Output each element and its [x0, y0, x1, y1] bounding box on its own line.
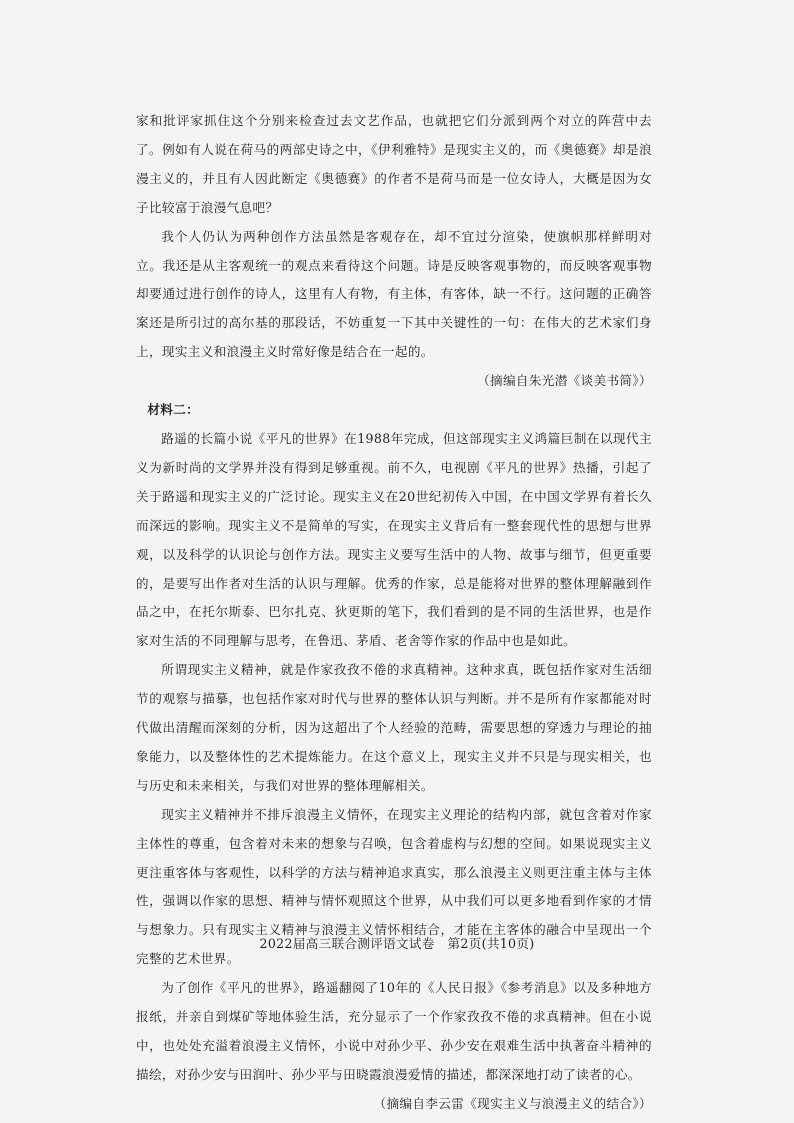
source-citation-2: （摘编自李云雷《现实主义与浪漫主义的结合》）	[373, 1095, 652, 1111]
page-footer: 2022届高三联合测评语文试卷 第2页(共10页)	[259, 936, 535, 951]
material-2-heading: 材料二：	[147, 402, 200, 418]
paragraph-material2-2: 所谓现实主义精神，就是作家孜孜不倦的求真精神。这种求真，既包括作家对生活细节的观察与描摹，也包括作家对时代与世界的整体认识与判断。并不是所有作家都能对时代做出清醒而深刻的分析，因为这超出了个人经验的范畴，需要思想的穿透力与理论的抽象能力，以及整体性的艺术提炼能力。在这个意义上，现实主义并不只是与现实相关，也与历史和未来相关，与我们对世界的整体理解相关。	[136, 662, 652, 793]
source-citation-1: （摘编自朱光潜《谈美书简》）	[477, 373, 652, 389]
paragraph-opinion: 我个人仍认为两种创作方法虽然是客观存在，却不宜过分渲染，使旗帜那样鲜明对立。我还是从主客观统一的观点来看待这个问题。诗是反映客观事物的，而反映客观事物却要通过进行创作的诗人，这里有人有物，有主体，有客体，缺一不行。这问题的正确答案还是所引过的高尔基的那段话，不妨重复一下其中关键性的一句：在伟大的艺术家们身上，现实主义和浪漫主义时常好像是结合在一起的。	[136, 228, 652, 360]
paragraph-continuation: 家和批评家抓住这个分别来检查过去文艺作品，也就把它们分派到两个对立的阵营中去了。例如有人说在荷马的两部史诗之中，《伊利雅特》是现实主义的，而《奥德赛》却是浪漫主义的，并且有人因此断定《奥德赛》的作者不是荷马而是一位女诗人，大概是因为女子比较富于浪漫气息吧？	[136, 113, 652, 215]
paragraph-material2-1: 路遥的长篇小说《平凡的世界》在1988年完成，但这部现实主义鸿篇巨制在以现代主义为新时尚的文学界并没有得到足够重视。前不久，电视剧《平凡的世界》热播，引起了关于路遥和现实主义的广泛讨论。现实主义在20世纪初传入中国，在中国文学界有着长久而深远的影响。现实主义不是简单的写实，在现实主义背后有一整套现代性的思想与世界观，以及科学的认识论与创作方法。现实主义要写生活中的人物、故事与细节，但更重要的，是要写出作者对生活的认识与理解。优秀的作家，总是能将对世界的整体理解融到作品之中，在托尔斯泰、巴尔扎克、狄更斯的笔下，我们看到的是不同的生活世界，也是作家对生活的不同理解与思考，在鲁迅、茅盾、老舍等作家的作品中也是如此。	[136, 430, 652, 649]
paragraph-material2-3: 现实主义精神并不排斥浪漫主义情怀，在现实主义理论的结构内部，就包含着对作家主体性的尊重，包含着对未来的想象与召唤，包含着虚构与幻想的空间。如果说现实主义更注重客体与客观性，以科学的方法与精神追求真实，那么浪漫主义则更注重主体与主体性，强调以作家的思想、精神与情怀观照这个世界，从中我们可以更多地看到作家的才情与想象力。只有现实主义精神与浪漫主义情怀相结合，才能在主客体的融合中呈现出一个完整的艺术世界。	[136, 806, 652, 967]
article-body	[136, 107, 652, 1119]
paragraph-material2-4: 为了创作《平凡的世界》，路遥翻阅了10年的《人民日报》《参考消息》以及多种地方报纸，并亲自到煤矿等地体验生活，充分显示了一个作家孜孜不倦的求真精神。但在小说中，也处处充溢着浪漫主义情怀，小说中对孙少平、孙少安在艰难生活中执著奋斗精神的描绘，对孙少安与田润叶、孙少平与田晓霞浪漫爱情的描述，都深深地打动了读者的心。	[136, 980, 652, 1082]
